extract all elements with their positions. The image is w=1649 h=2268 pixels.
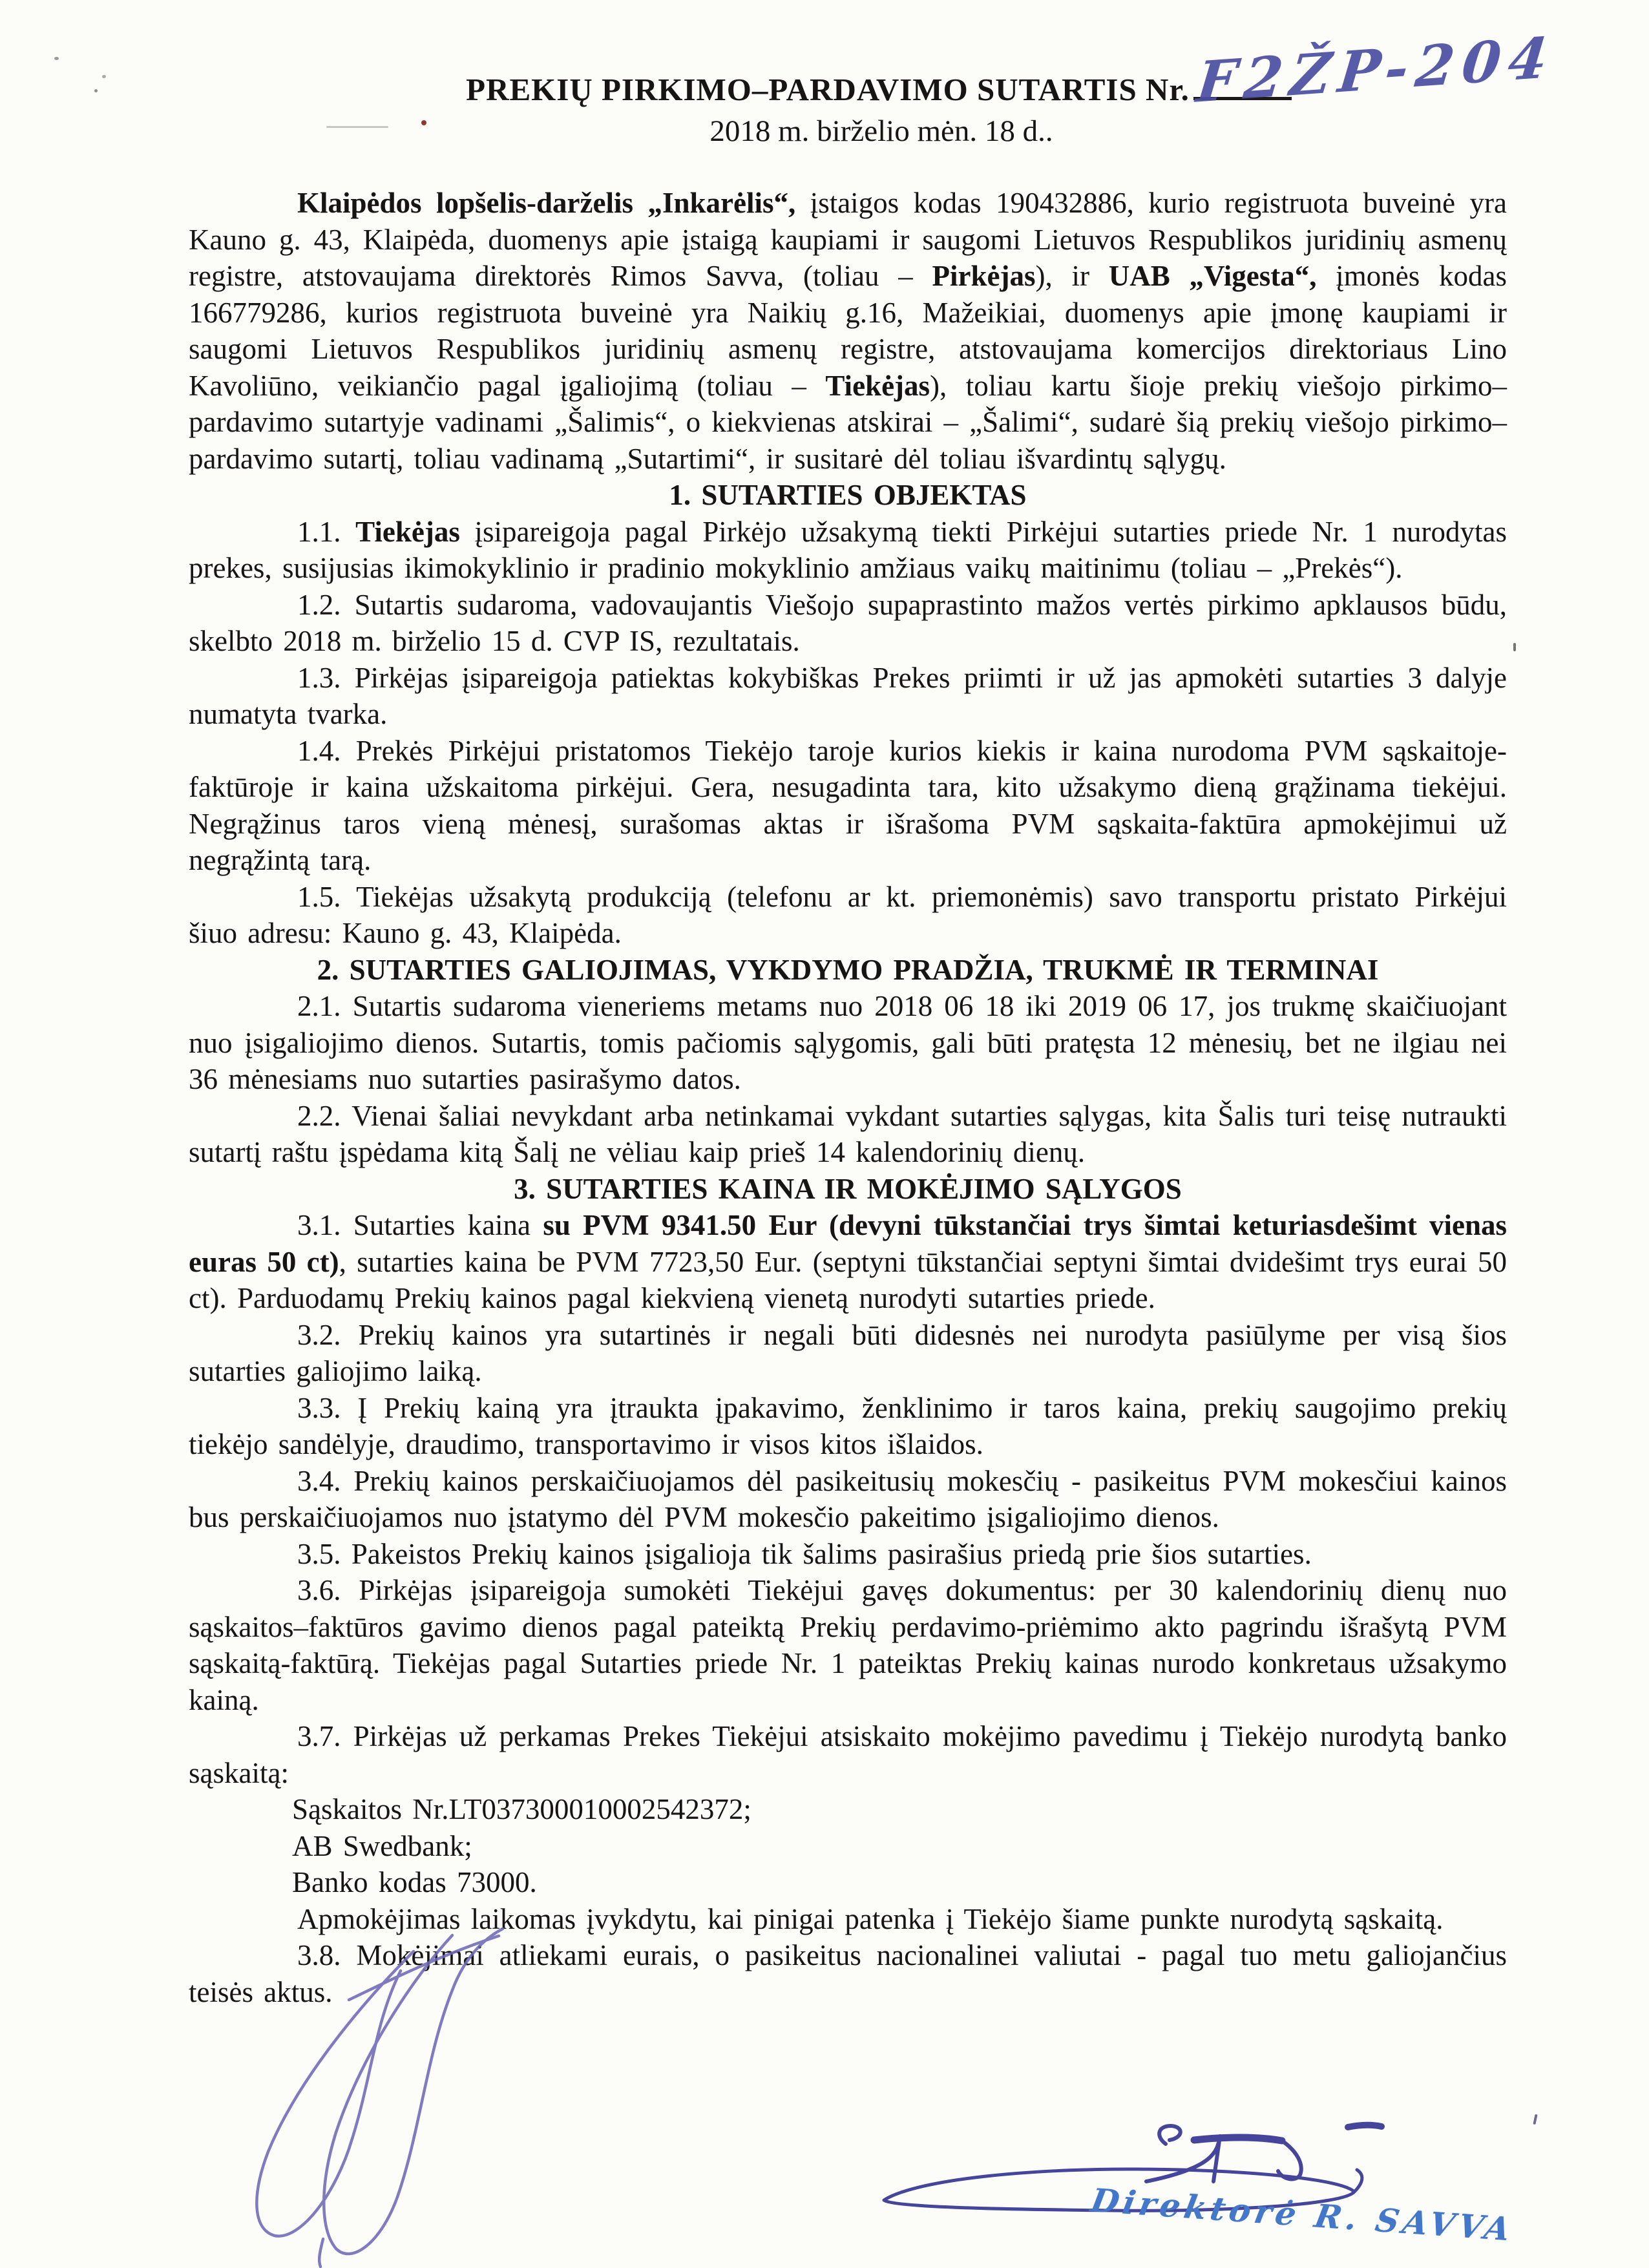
section-heading: [189, 477, 1507, 514]
text: 3.7. Pirkėjas už perkamas Prekes Tiekėjui atsiskaito mokėjimo pavedimu į Tiekėjo nurodytą banko sąskaitą:: [189, 1720, 1507, 1789]
paragraph: [189, 988, 1507, 1098]
text: 3.2. Prekių kainos yra sutartinės ir negali būti didesnės nei nurodyta pasiūlyme per visą šios sutarties galiojimo laiką.: [189, 1318, 1507, 1387]
paragraph: [189, 1536, 1507, 1573]
paragraph: [189, 733, 1507, 879]
scan-speck: [1533, 2114, 1537, 2125]
paragraph: [189, 879, 1507, 952]
signature-label: Direktorė R. SAVVA: [1087, 2181, 1517, 2249]
bold-text: su PVM 9341.50 Eur (devyni tūkstančiai trys šimtai keturiasdešimt vienas euras 50 ct): [189, 1209, 1507, 1278]
paragraph: [189, 660, 1507, 733]
text: įsipareigoja pagal Pirkėjo užsakymą tiekti Pirkėjui sutarties priede Nr. 1 nurodytas prekes, susijusias ikimokyklinio ir pradinio mokyklinio amžiaus vaikų maitinimu (toliau – „Prekės“).: [189, 515, 1507, 584]
paragraph: [189, 1463, 1507, 1536]
paragraph: [189, 1572, 1507, 1718]
bold-text: 3. SUTARTIES KAINA IR MOKĖJIMO SĄLYGOS: [514, 1172, 1182, 1205]
text: Sąskaitos Nr.LT037300010002542372;: [292, 1793, 751, 1825]
text: , sutarties kaina be PVM 7723,50 Eur. (septyni tūkstančiai septyni šimtai dvidešimt trys eurai 50 ct). Parduodamų Prekių kainos pagal kiekvieną vienetą nurodyti sutarties priede.: [189, 1245, 1507, 1314]
section-heading: [189, 952, 1507, 989]
text: įstaigos kodas 190432886, kurio registruota buveinė yra Kauno g. 43, Klaipėda, duomenys apie įstaigą kaupiami ir saugomi Lietuvos Respublikos juridinių asmenų registre, atstovaujama direktorės Rimos Savva, (toliau –: [189, 187, 1507, 292]
paragraph: [189, 1317, 1507, 1390]
document-date: 2018 m. birželio mėn. 18 d..: [709, 114, 1053, 148]
paragraph: [189, 587, 1507, 660]
paragraph: [189, 1937, 1507, 2010]
text: 3.5. Pakeistos Prekių kainos įsigalioja tik šalims pasirašius priedą prie šios sutarties.: [297, 1537, 1312, 1570]
scan-speck: [1513, 643, 1516, 651]
scan-speck: [102, 75, 106, 78]
bold-text: 2. SUTARTIES GALIOJIMAS, VYKDYMO PRADŽIA, TRUKMĖ IR TERMINAI: [317, 953, 1379, 986]
document-title: PREKIŲ PIRKIMO–PARDAVIMO SUTARTIS Nr.: [466, 72, 1190, 107]
bank-detail-line: [189, 1828, 1507, 1865]
text: 1.2. Sutartis sudaroma, vadovaujantis Viešojo supaprastinto mažos vertės pirkimo apklausos būdu, skelbto 2018 m. birželio 15 d. CVP IS, rezultatais.: [189, 588, 1507, 657]
document-body: [189, 185, 1507, 2010]
text: 1.5. Tiekėjas užsakytą produkciją (telefonu ar kt. priemonėmis) savo transportu pristato Pirkėjui šiuo adresu: Kauno g. 43, Klaipėda.: [189, 880, 1507, 949]
text: 3.4. Prekių kainos perskaičiuojamos dėl pasikeitusių mokesčių - pasikeitus PVM mokesčiui kainos bus perskaičiuojamos nuo įstatymo dėl PVM mokesčio pakeitimo įsigaliojimo dienos.: [189, 1464, 1507, 1533]
text: Banko kodas 73000.: [292, 1866, 537, 1898]
text: AB Swedbank;: [292, 1829, 472, 1862]
scan-speck: [94, 89, 98, 92]
paragraph: [189, 514, 1507, 587]
text: ), toliau kartu šioje prekių viešojo pirkimo–pardavimo sutartyje vadinami „Šalimis“, o kiekvienas atskirai – „Šalimi“, sudarė šią prekių viešojo pirkimo–pardavimo sutartį, toliau vadinamą „Sutartimi“, ir susitarė dėl toliau išvardintų sąlygų.: [189, 369, 1507, 475]
paragraph: [189, 1390, 1507, 1463]
text: 1.3. Pirkėjas įsipareigoja patiektas kokybiškas Prekes priimti ir už jas apmokėti sutarties 3 dalyje numatyta tvarka.: [189, 661, 1507, 730]
handwritten-contract-number: F2ŽP-204: [1193, 25, 1559, 116]
bold-text: Klaipėdos lopšelis-darželis „Inkarėlis“,: [297, 187, 810, 219]
text: 3.8. Mokėjimai atliekami eurais, o pasikeitus nacionalinei valiutai - pagal tuo metu galiojančius teisės aktus.: [189, 1939, 1507, 2008]
text: 1.4. Prekės Pirkėjui pristatomos Tiekėjo taroje kurios kiekis ir kaina nurodoma PVM sąskaitoje-faktūroje ir kaina užskaitoma pirkėjui. Gera, nesugadinta tara, kito užsakymo dieną grąžinama tiekėjui. Negrąžinus taros vieną mėnesį, surašomas aktas ir išrašoma PVM sąskaita-faktūra apmokėjimui už negrąžintą tarą.: [189, 734, 1507, 876]
text: Apmokėjimas laikomas įvykdytu, kai pinigai patenka į Tiekėjo šiame punkte nurodytą sąskaitą.: [297, 1902, 1444, 1935]
bold-text: Tiekėjas: [825, 369, 930, 402]
text: 2.2. Vienai šaliai nevykdant arba netinkamai vykdant sutarties sąlygas, kita Šalis turi teisę nutraukti sutartį raštu įspėdama kitą Šalį ne vėliau kaip prieš 14 kalendorinių dienų.: [189, 1099, 1507, 1168]
text: 3.1. Sutarties kaina: [297, 1209, 543, 1241]
text: ), ir: [1035, 260, 1109, 292]
bold-text: 1. SUTARTIES OBJEKTAS: [669, 479, 1027, 511]
paragraph: [189, 1901, 1507, 1938]
paragraph: [189, 185, 1507, 477]
paragraph: [189, 1207, 1507, 1317]
section-heading: [189, 1171, 1507, 1208]
text: 3.6. Pirkėjas įsipareigoja sumokėti Tiekėjui gavęs dokumentus: per 30 kalendorinių dienų nuo sąskaitos–faktūros gavimo dienos pagal pateiktą Prekių perdavimo-priėmimo akto pagrindu išrašytą PVM sąskaitą-faktūrą. Tiekėjas pagal Sutarties priede Nr. 1 pateiktas Prekių kainas nurodo konkretaus užsakymo kainą.: [189, 1574, 1507, 1716]
bold-text: Pirkėjas: [932, 260, 1036, 292]
paragraph: [189, 1718, 1507, 1791]
bold-text: UAB „Vigesta“,: [1108, 260, 1317, 292]
document-content: [189, 70, 1507, 2010]
text: 1.1.: [297, 515, 356, 548]
bank-detail-line: [189, 1864, 1507, 1901]
bold-text: Tiekėjas: [355, 515, 460, 548]
scan-speck: [54, 57, 59, 60]
paragraph: [189, 1098, 1507, 1171]
bank-detail-line: [189, 1791, 1507, 1828]
text: įmonės kodas 166779286, kurios registruota buveinė yra Naikių g.16, Mažeikiai, duomenys apie įmonę kaupiami ir saugomi Lietuvos Respublikos juridinių asmenų registre, atstovaujama komercijos direktoriaus Lino Kavoliūno, veikiančio pagal įgaliojimą (toliau –: [189, 260, 1507, 402]
text: 3.3. Į Prekių kainą yra įtraukta įpakavimo, ženklinimo ir taros kaina, prekių saugojimo prekių tiekėjo sandėlyje, draudimo, transportavimo ir visos kitos išlaidos.: [189, 1391, 1507, 1460]
text: 2.1. Sutartis sudaroma vieneriems metams nuo 2018 06 18 iki 2019 06 17, jos trukmę skaičiuojant nuo įsigaliojimo dienos. Sutartis, tomis pačiomis sąlygomis, gali būti pratęsta 12 mėnesių, bet ne ilgiau nei 36 mėnesiams nuo sutarties pasirašymo datos.: [189, 990, 1507, 1095]
